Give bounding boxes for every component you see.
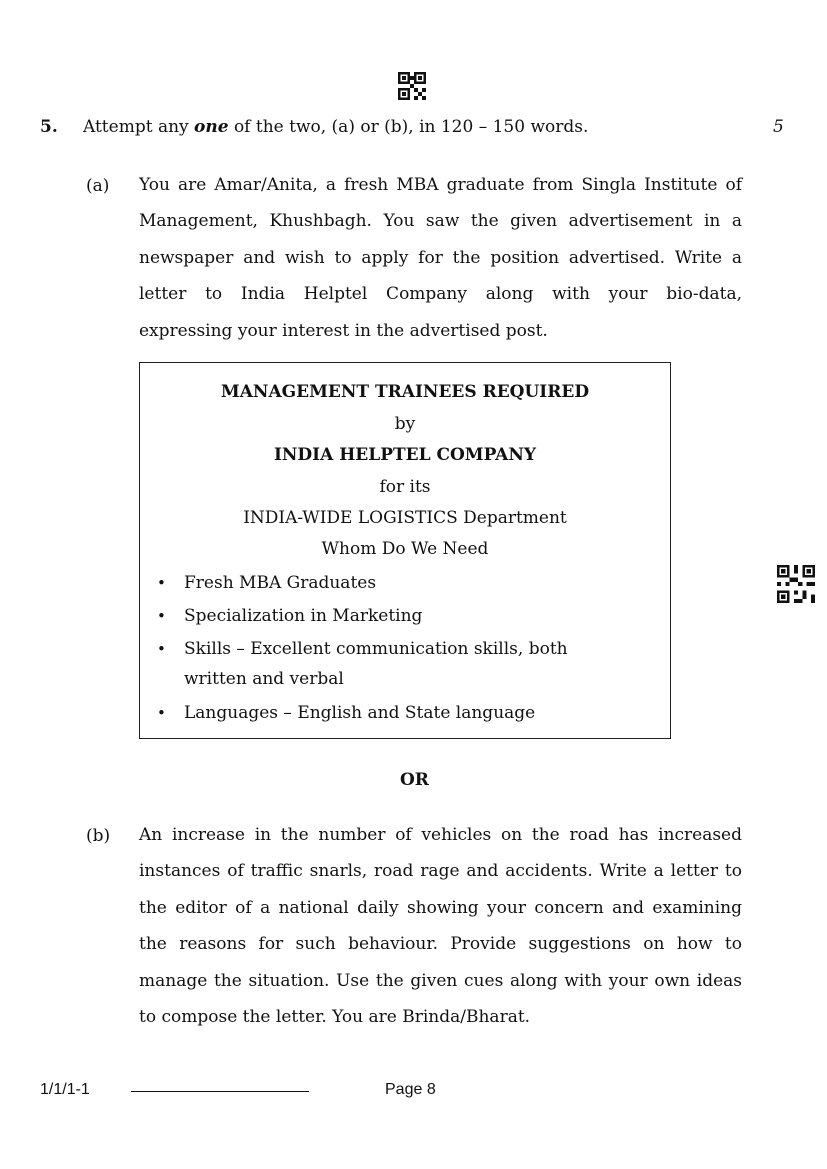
bullet-icon: • (157, 574, 166, 592)
part-b-line: the editor of a national daily showing your concern and examining (139, 897, 742, 918)
ad-requirement-item (157, 698, 624, 728)
part-a-line: expressing your interest in the advertised post. (139, 320, 548, 341)
bullet-icon: • (157, 704, 166, 722)
ad-whom: Whom Do We Need (321, 539, 489, 559)
part-b-label: (b) (86, 826, 111, 846)
ad-requirement-text: written and verbal (184, 669, 344, 689)
part-b-line: the reasons for such behaviour. Provide suggestions on how to (139, 934, 742, 955)
footer-divider (131, 1091, 309, 1092)
top-qr-code-icon (398, 72, 426, 100)
part-a-line: You are Amar/Anita, a fresh MBA graduate from Singla Institute of (139, 175, 742, 195)
advertisement-box (139, 362, 671, 739)
instruction-emphasis: one (194, 117, 229, 137)
part-b-line: instances of traffic snarls, road rage and accidents. Write a letter to (139, 861, 742, 882)
side-qr-code-icon (777, 565, 815, 603)
part-a-label: (a) (86, 176, 110, 196)
ad-requirement-item (157, 601, 624, 631)
part-a-paragraph (139, 167, 742, 349)
part-a-line: letter to India Helptel Company along with your bio-data, (139, 284, 742, 305)
ad-requirement-text: Specialization in Marketing (184, 606, 423, 626)
ad-department: INDIA-WIDE LOGISTICS Department (243, 508, 567, 528)
question-marks: 5 (773, 117, 784, 137)
bullet-icon: • (157, 640, 166, 658)
or-separator: OR (400, 770, 429, 790)
question-number: 5. (40, 117, 58, 137)
ad-requirement-item (157, 634, 624, 694)
part-b-line: An increase in the number of vehicles on the road has increased (139, 825, 742, 845)
ad-heading: MANAGEMENT TRAINEES REQUIRED (220, 382, 590, 402)
footer-paper-code: 1/1/1-1 (40, 1081, 90, 1098)
instruction-before: Attempt any (83, 117, 195, 137)
instruction-after: of the two, (a) or (b), in 120 – 150 words. (228, 117, 589, 137)
part-b-paragraph (139, 817, 742, 1035)
ad-requirement-item (157, 568, 624, 598)
ad-requirement-text: Languages – English and State language (184, 703, 536, 723)
ad-requirement-text: Fresh MBA Graduates (184, 573, 377, 593)
ad-for-its: for its (379, 477, 431, 497)
ad-requirement-text: Skills – Excellent communication skills, both (184, 639, 568, 659)
footer-page-number: Page 8 (385, 1081, 436, 1098)
question-instruction (83, 117, 588, 137)
bullet-icon: • (157, 607, 166, 625)
part-b-line: to compose the letter. You are Brinda/Bharat. (139, 1007, 531, 1028)
part-a-line: Management, Khushbagh. You saw the given advertisement in a (139, 211, 742, 232)
part-b-line: manage the situation. Use the given cues along with your own ideas (139, 970, 742, 991)
ad-company: INDIA HELPTEL COMPANY (273, 445, 537, 465)
ad-by: by (394, 414, 416, 434)
part-a-line: newspaper and wish to apply for the position advertised. Write a (139, 247, 742, 268)
